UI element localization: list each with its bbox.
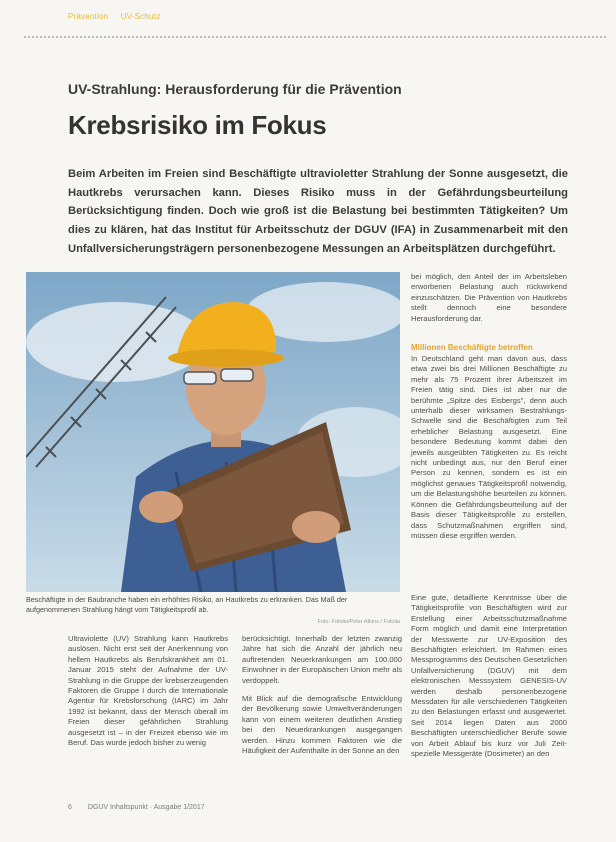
paragraph: In Deutschland geht man davon aus, dass etwa zwei bis drei Millionen Beschäftigte zu mehr als 75 Prozent ihrer Arbeitszeit im Freien tätig sind. Dies ist aber nur die berühmte „Spitze des Eisbergs", denn auch unterhalb dieser wirksamen Bestrahlungs-Schwelle sind die Beschäftigten zum Teil erheblicher Belastung ausgesetzt. Eine besondere Bedeutung kommt dabei den jeweils ausgeübten Tätigkeiten zu. Es reicht nicht unbedingt aus, nur den Beruf einer Person zu kennen, sondern es ist ein möglichst genaues Tätigkeitsprofil notwendig, um die Belastungshöhe beurteilen zu können. Können die Gefährdungsbeurteilung auf der Basis dieser Tätigkeitsprofile zu erstellen, dass Schutzmaßnahmen ergriffen sind, müssen diese ergriffen werden. [411, 354, 567, 540]
section-label: Prävention [68, 12, 109, 21]
page-footer [68, 804, 205, 811]
lead-paragraph: Beim Arbeiten im Freien sind Beschäftigte ultravioletter Strahlung der Sonne ausgesetzt, die Hautkrebs verursachen kann. Dieses Risiko muss in der Gefährdungsbeurteilung Berücksichtigung finden. Doch wie groß ist die Belastung bei bestimmten Tätigkeiten? Um dies zu klären, hat das Institut für Arbeitsschutz der DGUV (IFA) in Zusammenarbeit mit den Unfallversicherungsträgern personenbezogene Messungen an Arbeitsplätzen durchgeführt. [68, 168, 568, 255]
paragraph: Ultraviolette (UV) Strahlung kann Hautkrebs auslösen. Nicht erst seit der Anerkennung von hellem Hautkrebs als Berufskrankheit am 01. Januar 2015 steht der Aufnahme der UV-Strahlung in die Gruppe der krebserzeugenden Faktoren die Gruppe I durch die Internationale Agentur für Krebsforschung (IARC) im Jahr 1992 ist bekannt, dass der Mensch überall im Freien dieser gefährlichen Strahlung ausgesetzt ist – in der Freizeit ebenso wie im Beruf. Das wurde jedoch bisher zu wenig [68, 634, 228, 748]
body-column-3-top [411, 272, 567, 324]
paragraph: Mit Blick auf die demografische Entwicklung der Bevölkerung sowie Umweltveränderungen kann von einem weiteren deutlichen Anstieg bei den Neuerkrankungen ausgegangen werden. Hinzu kommen Faktoren wie die Häufigkeit der Aufenthalte in der Sonne an den [242, 694, 402, 756]
paragraph: Eine gute, detaillierte Kenntnisse über die Tätigkeitsprofile von Beschäftigten wird zur Erstellung einer Arbeitsschutzmaßnahme Form möglich und damit eine Interpretation der Messwerte zur UV-Exposition des Beschäftigten erleichtert. Im Rahmen eines Messprogramms des Deutschen Gesetzlichen Unfallversicherung (DGUV) mit dem elektronischen Messsystem GENESIS-UV werden deshalb personenbezogene Messdaten für alle verschiedenen Tätigkeiten zu den Belastungen erfasst und ausgewertet. Seit 2014 liegen Daten aus 2000 Beschäftigten unterschiedlicher Berufe sowie von Arbeit Ablauf bis kurz vor Juli Zeit-spezielle Messgeräte (Dosimeter) an den [411, 593, 567, 759]
photo-caption: Beschäftigte in der Baubranche haben ein erhöhtes Risiko, an Hautkrebs zu erkranken. Das Maß der aufgenommenen Strahlung hängt vom Tätigkeitsprofil ab. [26, 595, 348, 614]
paragraph: berücksichtigt. Innerhalb der letzten zwanzig Jahre hat sich die Anzahl der jährlich neu auftretenden Neuerkrankungen am 100.000 Einwohner in der Europäischen Union mehr als verdoppelt. [242, 634, 402, 685]
construction-worker-photo [26, 272, 400, 592]
photo-credit: Foto: Fotolia/Peter Atkins / Fotolia [317, 619, 400, 625]
publication-name: DGUV Inhaltspunkt · Ausgabe 1/2017 [87, 804, 205, 811]
article-subtitle: UV-Strahlung: Herausforderung für die Prävention [68, 81, 402, 97]
dotted-divider [24, 36, 606, 38]
subsection-label: UV-Schutz [120, 12, 161, 21]
section-kicker [68, 12, 170, 21]
body-column-2 [242, 634, 402, 756]
body-column-3-middle [411, 354, 567, 541]
section-heading: Millionen Beschäftigte betroffen [411, 343, 533, 352]
page-number: 6 [68, 804, 72, 811]
body-column-3-bottom [411, 593, 567, 760]
article-title: Krebsrisiko im Fokus [68, 110, 327, 140]
paragraph: bei möglich, den Anteil der im Arbeitsleben erworbenen Belastung auch rückwirkend einzuschätzen. Die Prävention von Hautkrebs stellt dennoch eine besondere Herausforderung dar. [411, 272, 567, 323]
body-column-1 [68, 634, 228, 748]
